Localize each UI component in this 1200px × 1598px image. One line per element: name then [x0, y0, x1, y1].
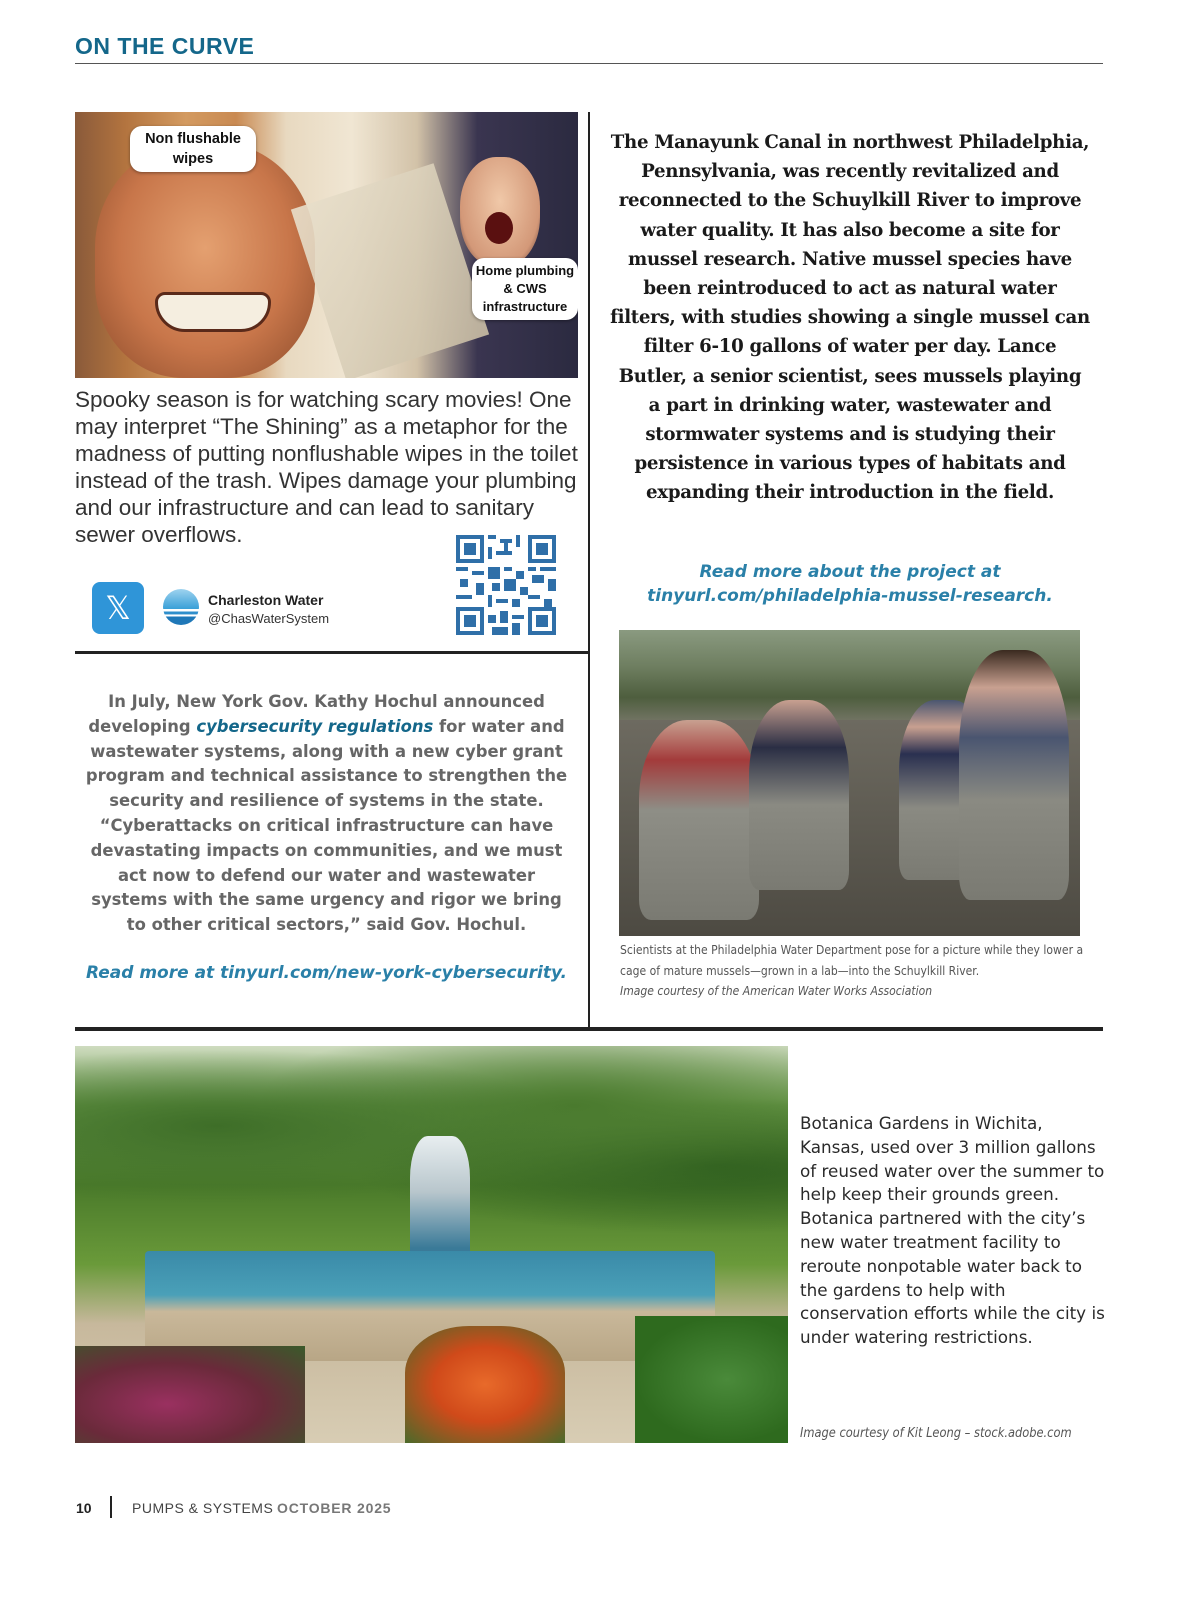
mussel-caption-text: Scientists at the Philadelphia Water Department pose for a picture while they lower a cage of mature mussels—grown in a lab—into the Schuylkill River.	[620, 942, 1084, 978]
cyber-text-after: for water and wastewater systems, along with a new cyber grant program and technical assistance to strengthen the security and resilience of systems in the state. “Cyberattacks on critical infrastructure can have devastating impacts on communities, and we must act now to defend our water and wastewater systems with the same urgency and rigor we bring to other critical sectors,” said Gov. Hochul.	[85, 716, 568, 935]
qr-code-icon[interactable]	[456, 535, 556, 635]
photo-shrubs-right	[635, 1316, 788, 1443]
botanica-garden-photo	[75, 1046, 788, 1443]
cyber-text-before: In July, New York Gov. Kathy Hochul announced developing	[88, 692, 545, 736]
manayunk-canal-text: The Manayunk Canal in northwest Philadelphia, Pennsylvania, was recently revitalized and reconnected to the Schuylkill River to improve water quality. It has also become a site for mussel research. Native mussel species have been reintroduced to act as natural water filters, with studies showing a single mussel can filter 6-10 gallons of water per day. Lance Butler, a senior scientist, sees mussels playing a part in drinking water, wastewater and stormwater systems and is studying their persistence in various types of habitats and expanding their introduction in the field.	[610, 132, 1090, 504]
spooky-season-text: Spooky season is for watching scary movies! One may interpret “The Shining” as a metaphor for the madness of putting nonflushable wipes in the toilet instead of the trash. Wipes damage your plumbing and our infrastructure and can lead to sanitary sewer overflows.	[75, 387, 578, 547]
mussel-read-more[interactable]	[610, 560, 1090, 608]
footer-divider	[110, 1496, 112, 1518]
cybersecurity-regulations-link[interactable]: cybersecurity regulations	[196, 716, 434, 736]
mussel-photo-credit: Image courtesy of the American Water Works Association	[620, 983, 933, 998]
issue-date: OCTOBER 2025	[277, 1500, 392, 1516]
mussel-scientists-photo	[619, 630, 1080, 936]
bottom-section-divider	[75, 1027, 1103, 1031]
meme-wipe	[291, 163, 489, 378]
section-title: ON THE CURVE	[75, 33, 255, 59]
meme-grin	[155, 292, 271, 332]
photo-scientist-1	[639, 720, 759, 920]
photo-flowerbed-center	[405, 1326, 565, 1443]
cybersecurity-article-text	[85, 690, 568, 938]
photo-flowerbed-left	[75, 1346, 305, 1443]
org-name: Charleston Water	[208, 592, 324, 608]
column-divider	[588, 112, 590, 1030]
shining-meme-image	[75, 112, 578, 378]
page-number: 10	[76, 1500, 92, 1516]
mussel-read-more-line1: Read more about the project at	[699, 562, 1001, 582]
x-logo-icon[interactable]: 𝕏	[92, 582, 144, 634]
botanica-article-text: Botanica Gardens in Wichita, Kansas, used over 3 million gallons of reused water over the summer to help keep their grounds green. Botanica partnered with the city’s new water treatment facility to reroute nonpotable water back to the gardens to help with conservation efforts while the city is under watering restrictions.	[800, 1113, 1105, 1348]
publication-name: PUMPS & SYSTEMS	[132, 1500, 274, 1516]
meme-face-left	[95, 142, 315, 378]
social-handle[interactable]: @ChasWaterSystem	[208, 611, 330, 626]
mussel-read-more-link[interactable]: tinyurl.com/philadelphia-mussel-research.	[647, 586, 1053, 606]
photo-scientist-2	[749, 700, 849, 890]
charleston-water-logo-icon	[163, 589, 199, 625]
meme-label-plumbing: Home plumbing & CWS infrastructure	[472, 258, 578, 320]
cybersecurity-read-more-link[interactable]: Read more at tinyurl.com/new-york-cybersecurity.	[86, 963, 567, 983]
meme-scream	[485, 212, 513, 244]
botanica-photo-credit: Image courtesy of Kit Leong – stock.adobe.com	[800, 1426, 1072, 1441]
meme-label-wipes: Non flushable wipes	[130, 126, 256, 172]
header-rule	[75, 63, 1103, 64]
mussel-photo-caption	[620, 940, 1090, 1002]
photo-scientist-4	[959, 650, 1069, 900]
left-section-divider	[75, 651, 588, 654]
